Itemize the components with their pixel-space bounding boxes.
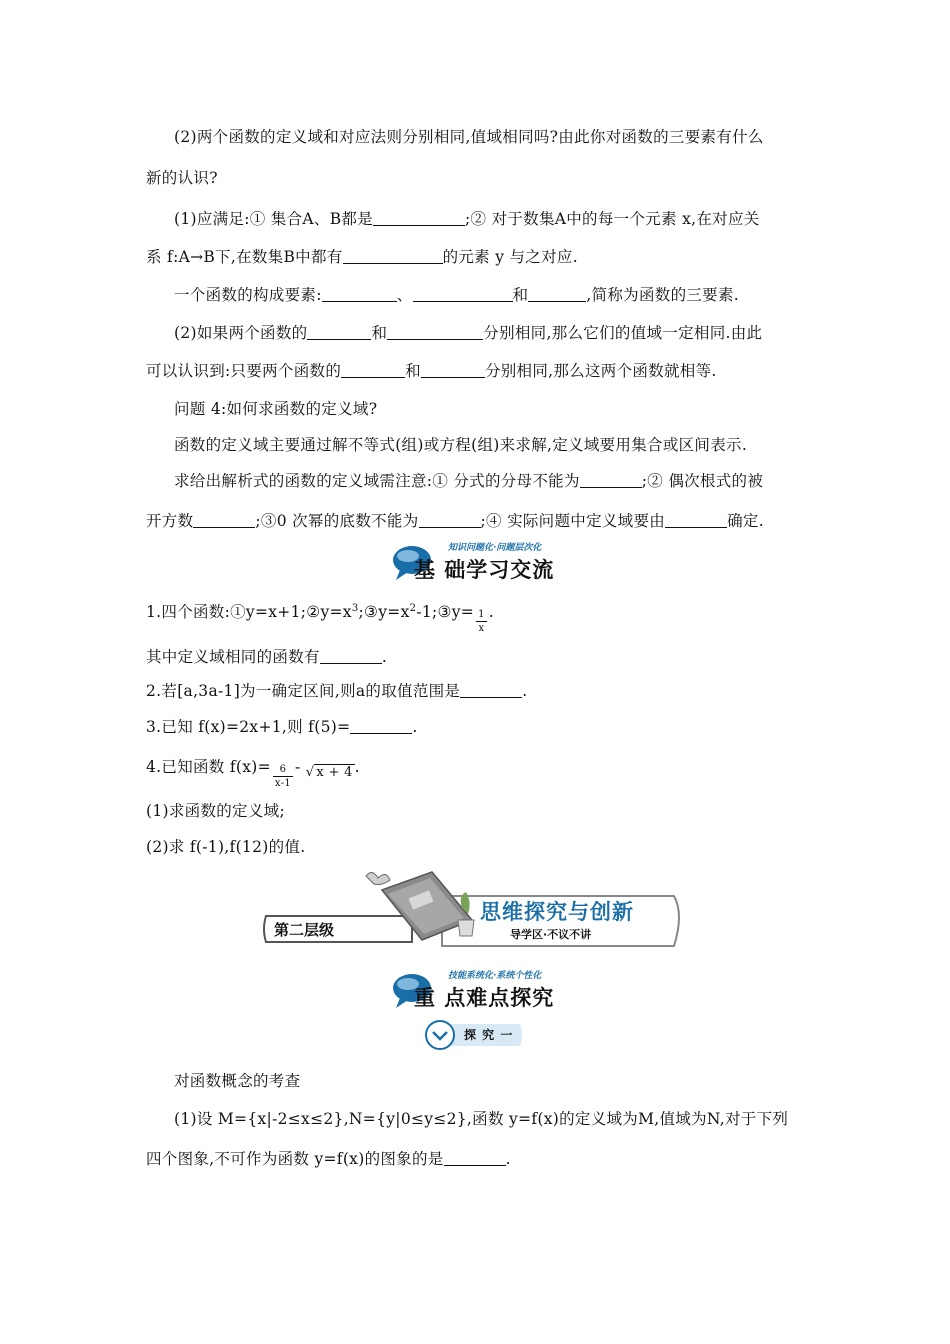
note-text-e: ;④ 实际问题中定义域要由 — [480, 512, 666, 530]
note-text-f: 确定. — [727, 512, 764, 530]
elements-text-a: 一个函数的构成要素: — [174, 286, 322, 304]
exercise-2-end: . — [522, 682, 528, 700]
answer-blank[interactable] — [343, 248, 443, 264]
section-banner-basic — [392, 540, 562, 580]
exercise-1-text: 1.四个函数:①y=x+1;②y=x — [146, 603, 352, 621]
note-line2 — [146, 510, 764, 532]
answer-blank[interactable] — [350, 718, 412, 734]
answer-blank[interactable] — [528, 286, 586, 302]
answer-blank[interactable] — [460, 682, 522, 698]
exponent: 3 — [351, 603, 359, 614]
level-banner — [262, 868, 684, 950]
exercise-3-text: 3.已知 f(x)=2x+1,则 f(5)= — [146, 718, 351, 736]
probe-heading: 对函数概念的考查 — [174, 1072, 301, 1090]
answer-blank[interactable] — [387, 324, 483, 340]
banner-subtitle: 技能系统化·系统个性化 — [448, 971, 542, 981]
question4: 问题 4:如何求函数的定义域? — [174, 400, 378, 418]
exercise-1 — [146, 598, 494, 635]
square-root: √ x + 4 — [305, 765, 353, 780]
section-banner-key — [392, 966, 562, 1010]
exercise-4-part1: (1)求函数的定义域; — [146, 802, 285, 820]
fraction-numerator: 1 — [478, 609, 485, 620]
exercise-3 — [146, 716, 418, 738]
exercise-1-text: ;③y=x — [358, 603, 410, 621]
elements-line — [174, 284, 739, 306]
probe-text: 四个图象,不可作为函数 y=f(x)的图象的是 — [146, 1150, 444, 1168]
probe-end: . — [505, 1150, 511, 1168]
answer-blank[interactable] — [419, 512, 481, 528]
exercise-4-part2: (2)求 f(-1),f(12)的值. — [146, 838, 306, 856]
answer-blank[interactable] — [322, 286, 397, 302]
answer1-text-a: (1)应满足:① 集合A、B都是 — [174, 210, 373, 228]
answer-blank[interactable] — [373, 210, 465, 226]
banner-subtitle: 知识问题化·问题层次化 — [448, 543, 542, 553]
answer-blank[interactable] — [320, 648, 382, 664]
answer-blank[interactable] — [307, 324, 371, 340]
answer1-line1 — [174, 208, 760, 230]
explore-tag-label: 探 究 一 — [464, 1028, 514, 1042]
fraction-denominator: x — [478, 623, 485, 634]
level-tag: 第二层级 — [274, 921, 335, 939]
minus-sign: - — [295, 758, 301, 776]
elements-text-b: 、 — [396, 286, 413, 304]
answer2-text-c: 分别相同,那么它们的值域一定相同.由此 — [483, 324, 763, 342]
level-title: 思维探究与创新 — [480, 900, 634, 924]
banner-title: 基 础学习交流 — [414, 558, 555, 582]
note-line1 — [174, 470, 763, 492]
note-text-c: 开方数 — [146, 512, 194, 530]
exercise-4 — [146, 756, 360, 790]
answer2-text-d: 可以认识到:只要两个函数的 — [146, 362, 342, 380]
answer-blank[interactable] — [580, 472, 642, 488]
answer2-text-a: (2)如果两个函数的 — [174, 324, 308, 342]
note-text-d: ;③0 次幂的底数不能为 — [255, 512, 419, 530]
q2-line2: 新的认识? — [146, 169, 218, 187]
q2-line1: (2)两个函数的定义域和对应法则分别相同,值域相同吗?由此你对函数的三要素有什么 — [174, 128, 764, 146]
exercise-1-text: -1;③y= — [416, 603, 475, 621]
exercise-1-text: 其中定义域相同的函数有 — [146, 648, 320, 666]
exercise-4-end: . — [354, 758, 360, 776]
answer-blank[interactable] — [341, 362, 405, 378]
probe-line1: (1)设 M={x|-2≤x≤2},N={y|0≤y≤2},函数 y=f(x)的定义域为M,值域为N,对于下列 — [174, 1110, 789, 1128]
exercise-1-end: . — [488, 603, 494, 621]
exercise-4-text: 4.已知函数 f(x)= — [146, 758, 271, 776]
note-text-a: 求给出解析式的函数的定义域需注意:① 分式的分母不能为 — [174, 472, 580, 490]
fraction-denominator: x-1 — [274, 778, 291, 789]
exercise-1-end: . — [381, 648, 388, 666]
answer-blank[interactable] — [665, 512, 727, 528]
banner-title: 重 点难点探究 — [414, 986, 555, 1010]
fraction — [476, 608, 487, 635]
radicand: x + 4 — [316, 765, 353, 780]
exercise-1-line2 — [146, 646, 387, 668]
answer2-line1 — [174, 322, 762, 344]
exercise-3-end: . — [412, 718, 418, 736]
explore-tag — [424, 1018, 524, 1052]
answer1-line2 — [146, 246, 578, 268]
note-text-b: ;② 偶次根式的被 — [641, 472, 764, 490]
answer1-text-d: 的元素 y 与之对应. — [442, 248, 578, 266]
elements-text-d: ,简称为函数的三要素. — [586, 286, 740, 304]
fraction-numerator: 6 — [273, 763, 293, 777]
answer2-text-b: 和 — [371, 324, 388, 342]
exercise-2-text: 2.若[a,3a-1]为一确定区间,则a的取值范围是 — [146, 682, 461, 700]
elements-text-c: 和 — [512, 286, 529, 304]
question4-desc: 函数的定义域主要通过解不等式(组)或方程(组)来求解,定义域要用集合或区间表示. — [174, 436, 748, 454]
answer-blank[interactable] — [421, 362, 485, 378]
answer-blank[interactable] — [413, 286, 513, 302]
answer2-line2 — [146, 360, 717, 382]
answer2-text-f: 分别相同,那么这两个函数就相等. — [484, 362, 717, 380]
answer1-text-c: 系 f:A→B下,在数集B中都有 — [146, 248, 343, 266]
exercise-2 — [146, 680, 527, 702]
answer1-text-b: ;② 对于数集A中的每一个元素 x,在对应关 — [465, 210, 760, 228]
probe-line2 — [146, 1148, 511, 1170]
answer-blank[interactable] — [193, 512, 255, 528]
fraction — [273, 763, 293, 790]
answer-blank[interactable] — [444, 1150, 506, 1166]
answer2-text-e: 和 — [405, 362, 421, 380]
level-subtitle: 导学区·不议不讲 — [510, 928, 592, 941]
exponent: 2 — [409, 603, 417, 614]
